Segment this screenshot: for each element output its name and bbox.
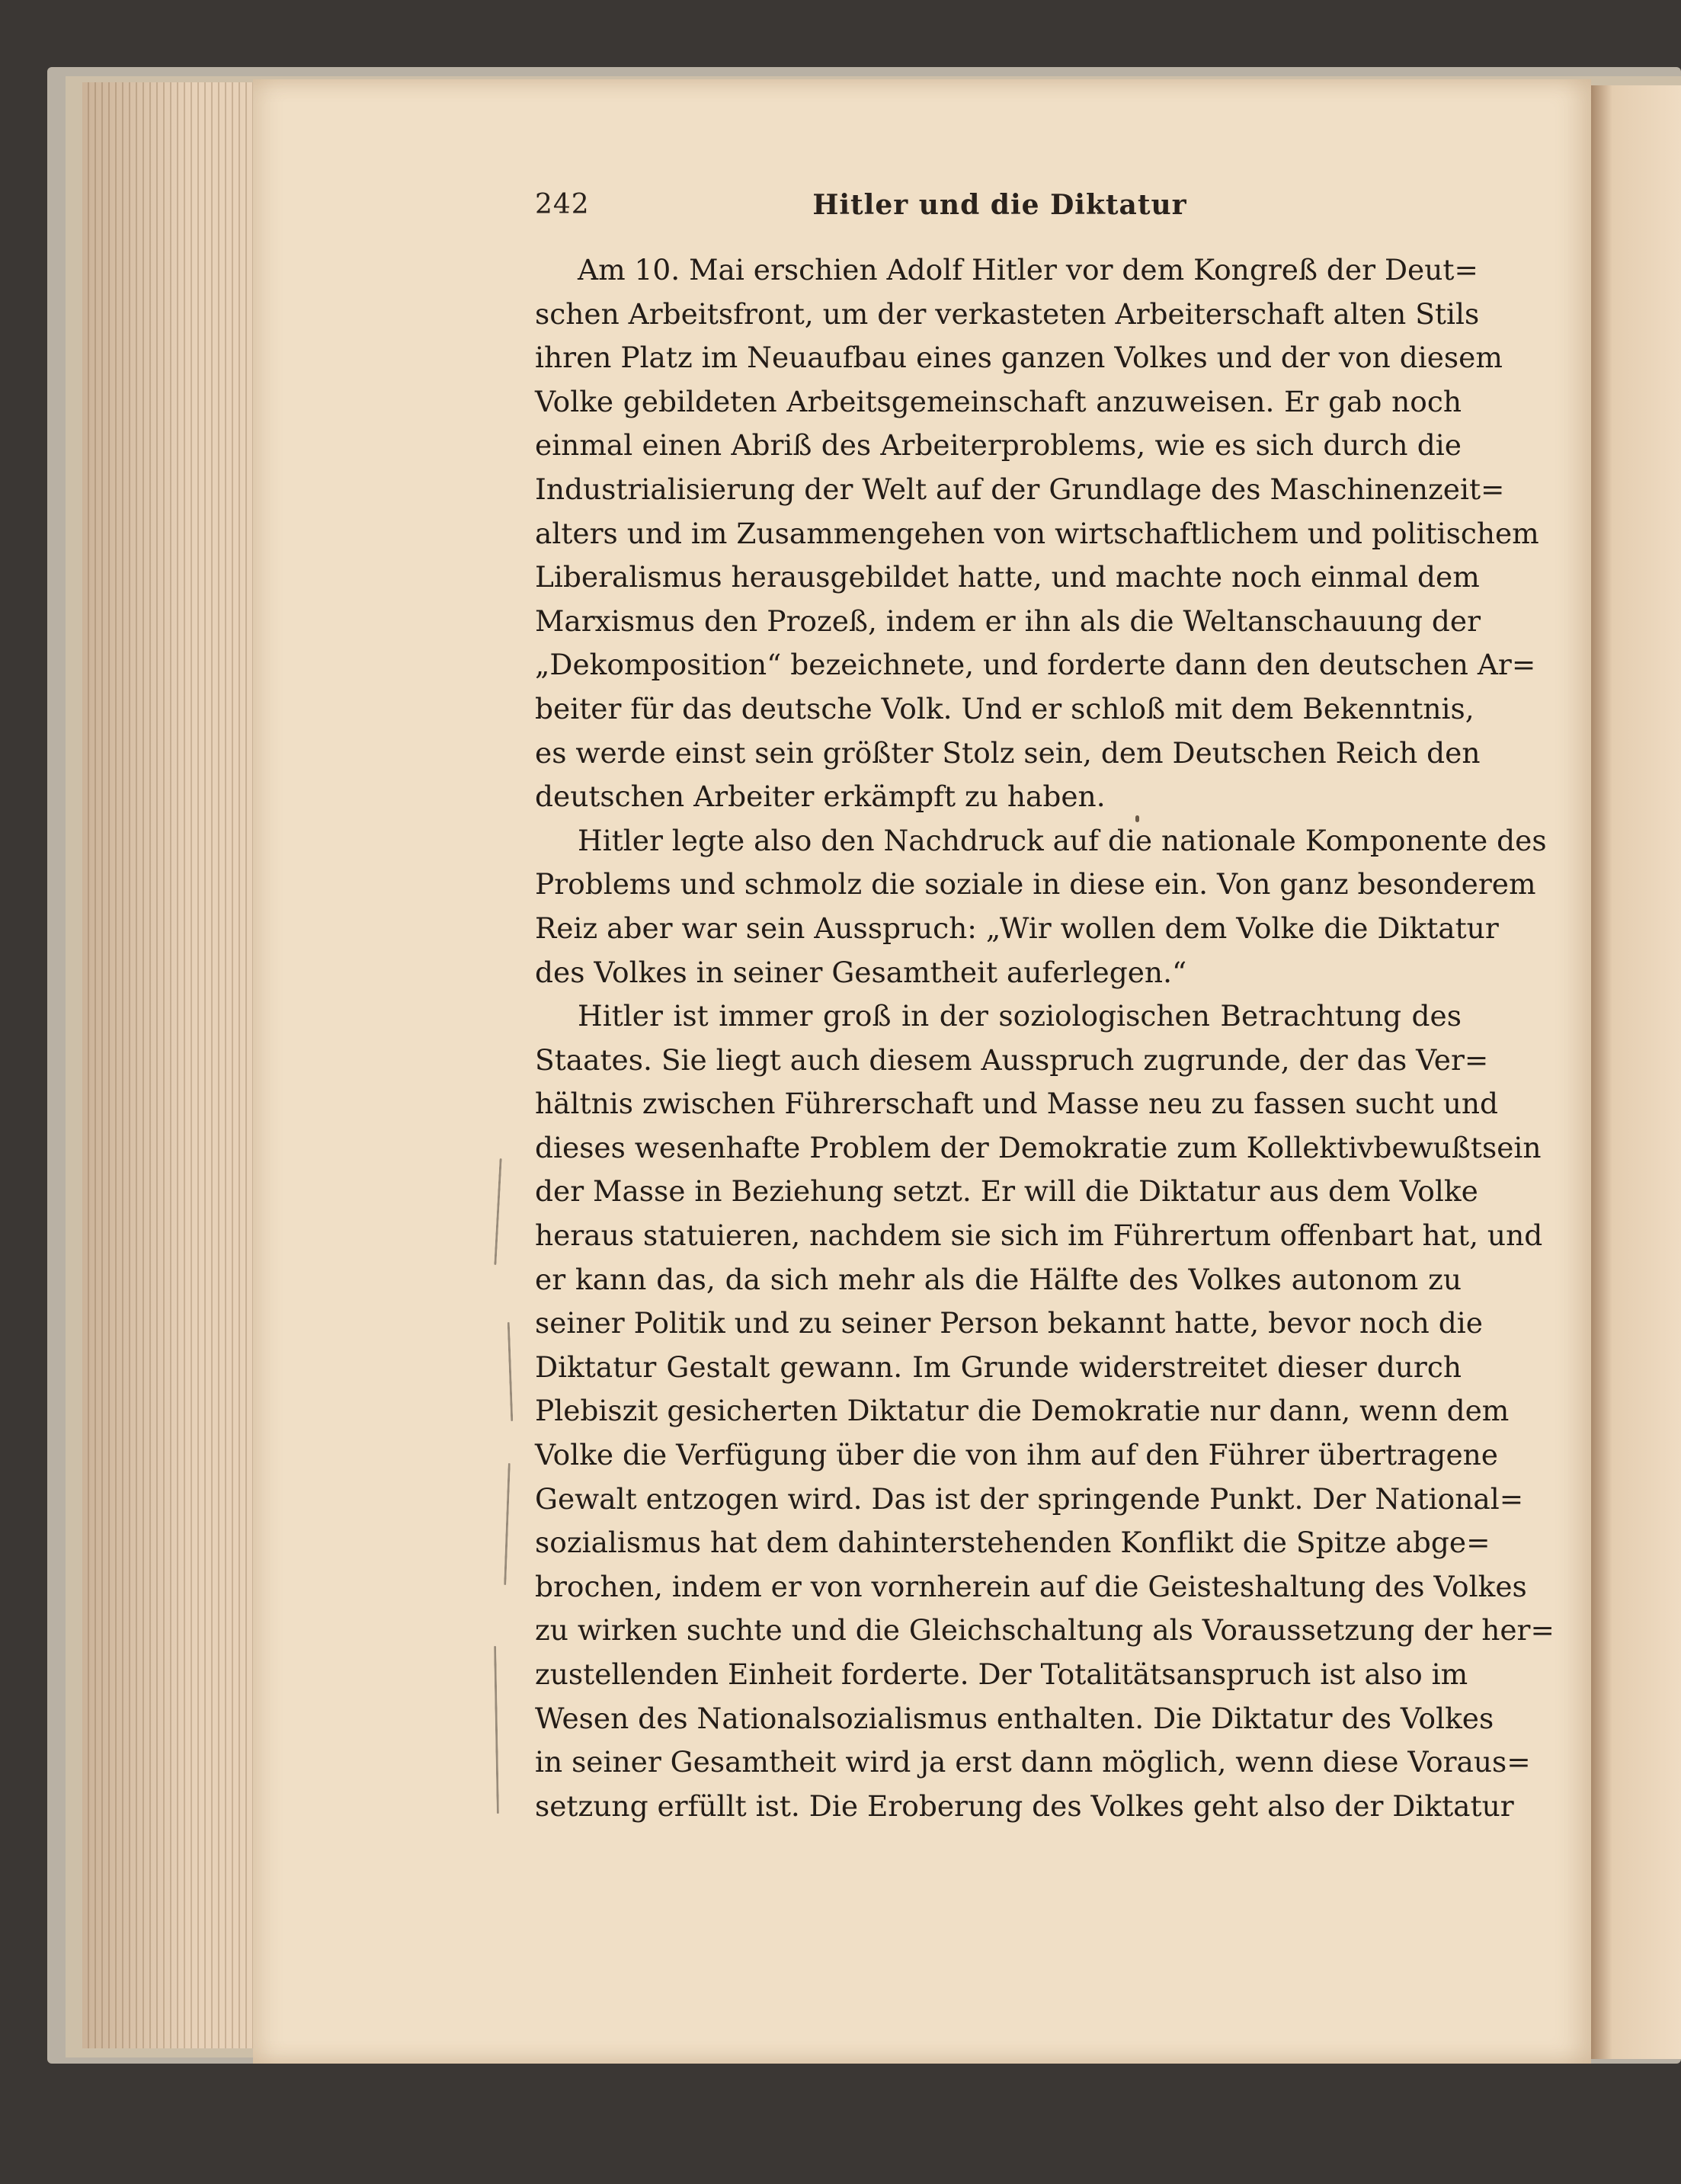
text-line: alters und im Zusammengehen von wirtschaftlichem und politischem xyxy=(535,516,1539,550)
text-line: zustellenden Einheit forderte. Der Totalitätsanspruch ist also im xyxy=(535,1657,1468,1691)
text-line: Volke die Verfügung über die von ihm auf den Führer übertragene xyxy=(535,1438,1498,1472)
text-line: seiner Politik und zu seiner Person bekannt hatte, bevor noch die xyxy=(535,1306,1483,1340)
text-line: Plebiszit gesicherten Diktatur die Demokratie nur dann, wenn dem xyxy=(535,1394,1510,1428)
text-line: dieses wesenhafte Problem der Demokratie zum Kollektivbewußtsein xyxy=(535,1130,1542,1164)
text-line: Industrialisierung der Welt auf der Grundlage des Maschinenzeit= xyxy=(535,472,1505,506)
text-line: Volke gebildeten Arbeitsgemeinschaft anzuweisen. Er gab noch xyxy=(535,384,1462,418)
page-edges-stack xyxy=(82,82,267,2048)
text-line: Problems und schmolz die soziale in diese ein. Von ganz besonderem xyxy=(535,867,1536,901)
text-line: Gewalt entzogen wird. Das ist der springende Punkt. Der National= xyxy=(535,1481,1524,1516)
text-line: Am 10. Mai erschien Adolf Hitler vor dem Kongreß der Deut= xyxy=(578,253,1478,287)
page-number: 242 xyxy=(535,189,590,220)
text-line: deutschen Arbeiter erkämpft zu haben. xyxy=(535,780,1106,814)
text-line: sozialismus hat dem dahinterstehenden Konflikt die Spitze abge= xyxy=(535,1526,1490,1560)
text-line: es werde einst sein größter Stolz sein, dem Deutschen Reich den xyxy=(535,735,1481,770)
text-line: der Masse in Beziehung setzt. Er will die Diktatur aus dem Volke xyxy=(535,1174,1478,1209)
text-line: in seiner Gesamtheit wird ja erst dann möglich, wenn diese Voraus= xyxy=(535,1745,1531,1779)
text-line: heraus statuieren, nachdem sie sich im Führertum offenbart hat, und xyxy=(535,1218,1543,1253)
text-line: ihren Platz im Neuaufbau eines ganzen Volkes und der von diesem xyxy=(535,341,1503,375)
body-text xyxy=(535,248,1555,1828)
text-line: Wesen des Nationalsozialismus enthalten. Die Diktatur des Volkes xyxy=(535,1701,1494,1735)
text-line: beiter für das deutsche Volk. Und er schloß mit dem Bekenntnis, xyxy=(535,691,1474,725)
text-line: Reiz aber war sein Ausspruch: „Wir wollen dem Volke die Diktatur xyxy=(535,911,1499,945)
text-line: zu wirken suchte und die Gleichschaltung als Voraussetzung der her= xyxy=(535,1613,1555,1648)
text-line: Liberalismus herausgebildet hatte, und machte noch einmal dem xyxy=(535,560,1480,594)
text-line: Diktatur Gestalt gewann. Im Grunde widerstreitet dieser durch xyxy=(535,1350,1462,1384)
text-line: des Volkes in seiner Gesamtheit auferlegen.“ xyxy=(535,955,1187,989)
text-line: brochen, indem er von vornherein auf die Geisteshaltung des Volkes xyxy=(535,1569,1527,1603)
text-line: er kann das, da sich mehr als die Hälfte des Volkes autonom zu xyxy=(535,1262,1462,1296)
text-line: Hitler ist immer groß in der soziologischen Betrachtung des xyxy=(578,999,1462,1033)
text-line: Staates. Sie liegt auch diesem Ausspruch zugrunde, der das Ver= xyxy=(535,1042,1489,1077)
text-line: schen Arbeitsfront, um der verkasteten Arbeiterschaft alten Stils xyxy=(535,296,1480,331)
facing-page-edge xyxy=(1591,85,1681,2059)
text-line: einmal einen Abriß des Arbeiterproblems, wie es sich durch die xyxy=(535,428,1462,463)
text-line: setzung erfüllt ist. Die Eroberung des Volkes geht also der Diktatur xyxy=(535,1789,1514,1823)
page-header xyxy=(535,189,1465,235)
text-line: „Dekomposition“ bezeichnete, und forderte dann den deutschen Ar= xyxy=(535,648,1536,682)
running-head: Hitler und die Diktatur xyxy=(812,189,1187,221)
text-line: Marxismus den Prozeß, indem er ihn als die Weltanschauung der xyxy=(535,604,1481,638)
text-line: Hitler legte also den Nachdruck auf die nationale Komponente des xyxy=(578,823,1547,857)
text-line: hältnis zwischen Führerschaft und Masse neu zu fassen sucht und xyxy=(535,1087,1499,1121)
